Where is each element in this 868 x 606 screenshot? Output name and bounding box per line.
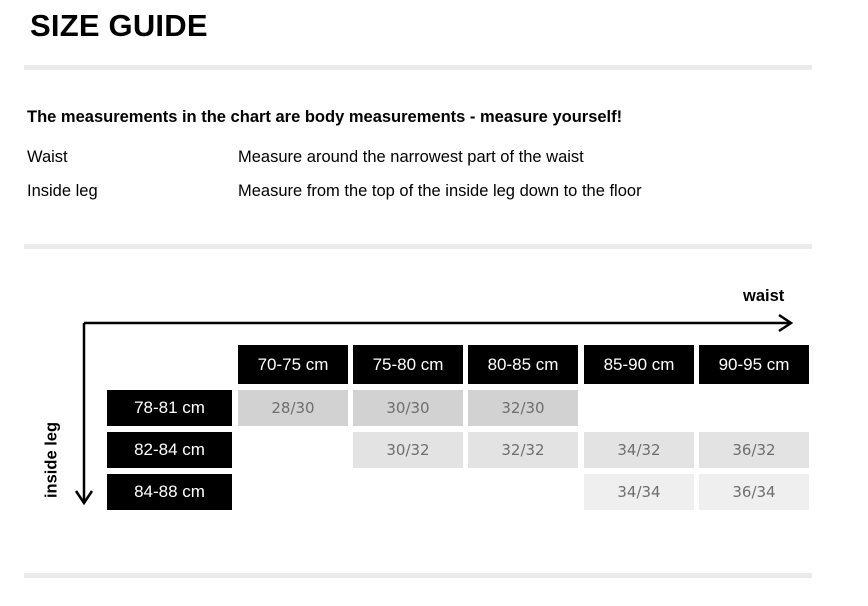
page-title: SIZE GUIDE — [30, 8, 208, 43]
inside-leg-header: 84-88 cm — [107, 474, 232, 510]
waist-header: 70-75 cm — [238, 345, 348, 384]
size-cell: 28/30 — [238, 390, 348, 426]
desc-waist: Measure around the narrowest part of the waist — [238, 148, 584, 166]
waist-header: 75-80 cm — [353, 345, 463, 384]
size-cell: 30/32 — [353, 432, 463, 468]
desc-inside-leg: Measure from the top of the inside leg down to the floor — [238, 182, 642, 200]
inside-leg-axis-label: inside leg — [42, 421, 61, 499]
waist-header: 90-95 cm — [699, 345, 809, 384]
size-cell: 32/30 — [468, 390, 578, 426]
term-inside-leg: Inside leg — [27, 182, 98, 200]
size-cell: 30/30 — [353, 390, 463, 426]
size-cell: 32/32 — [468, 432, 578, 468]
inside-leg-header: 82-84 cm — [107, 432, 232, 468]
size-cell: 36/32 — [699, 432, 809, 468]
term-waist: Waist — [27, 148, 68, 166]
size-cell: 34/32 — [584, 432, 694, 468]
intro-text: The measurements in the chart are body measurements - measure yourself! — [27, 108, 623, 126]
inside-leg-header: 78-81 cm — [107, 390, 232, 426]
divider — [24, 573, 812, 578]
waist-header: 80-85 cm — [468, 345, 578, 384]
size-cell: 36/34 — [699, 474, 809, 510]
waist-arrow-icon — [84, 315, 791, 331]
waist-axis-label: waist — [743, 287, 785, 305]
inside-leg-arrow-icon — [76, 323, 92, 503]
size-cell: 34/34 — [584, 474, 694, 510]
waist-header: 85-90 cm — [584, 345, 694, 384]
